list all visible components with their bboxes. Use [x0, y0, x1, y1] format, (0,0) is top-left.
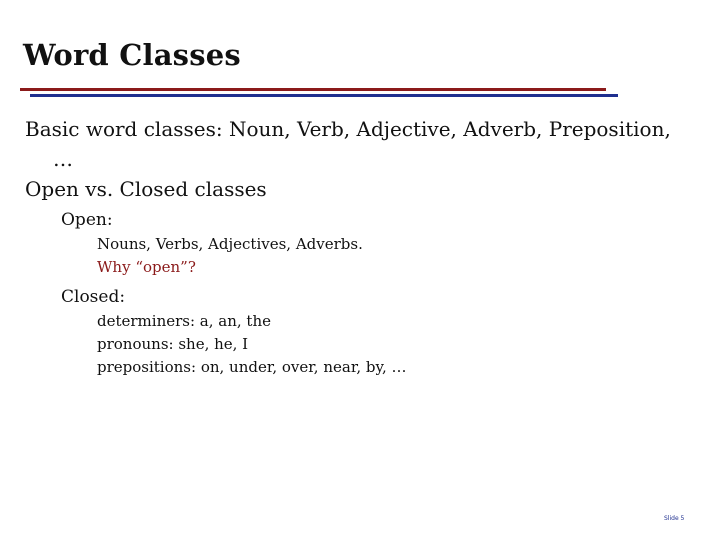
- slide-body: [25, 114, 675, 379]
- open-label: Open:: [61, 210, 113, 230]
- slide-title: Word Classes: [23, 38, 241, 72]
- title-underline-red: [20, 88, 606, 91]
- bullet-open-vs-closed: Open vs. Closed classes: [25, 177, 267, 201]
- title-underline-blue: [30, 94, 618, 97]
- closed-determiners: determiners: a, an, the: [97, 312, 271, 330]
- closed-prepositions: prepositions: on, under, over, near, by, …: [97, 358, 407, 376]
- slide-number: Slide 5: [664, 515, 685, 522]
- closed-pronouns: pronouns: she, he, I: [97, 335, 249, 353]
- open-example: Nouns, Verbs, Adjectives, Adverbs.: [97, 235, 363, 253]
- closed-label: Closed:: [61, 287, 126, 307]
- bullet-basic-word-classes: Basic word classes: Noun, Verb, Adjective, Adverb, Preposition, …: [25, 117, 671, 171]
- open-question: Why “open”?: [97, 258, 196, 276]
